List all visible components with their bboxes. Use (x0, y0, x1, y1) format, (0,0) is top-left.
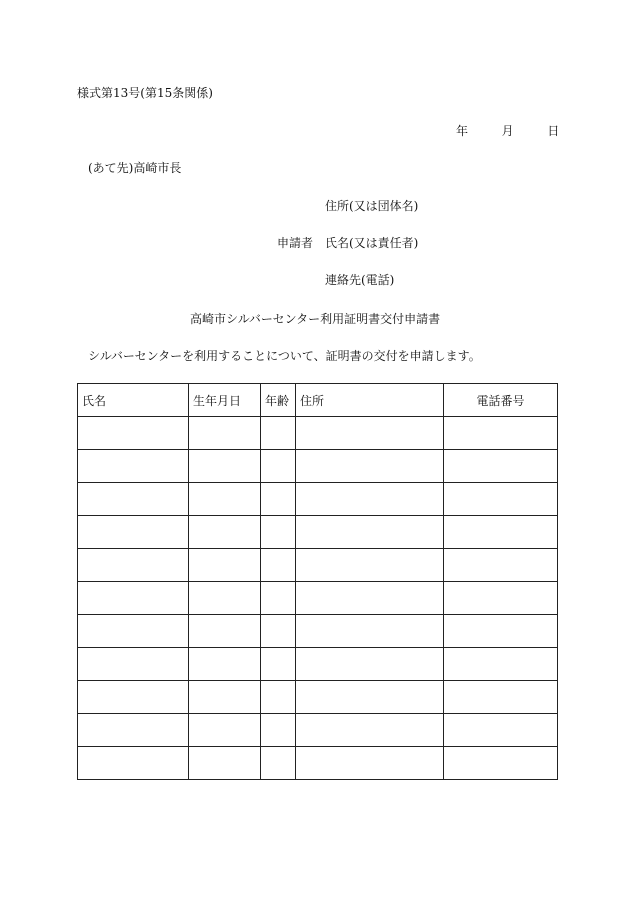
cell-phone[interactable] (444, 417, 558, 450)
cell-birthdate[interactable] (189, 483, 261, 516)
cell-birthdate[interactable] (189, 714, 261, 747)
cell-address[interactable] (296, 450, 444, 483)
table-row (78, 648, 558, 681)
cell-address[interactable] (296, 582, 444, 615)
cell-birthdate[interactable] (189, 516, 261, 549)
cell-age[interactable] (261, 615, 296, 648)
header-address: 住所 (296, 384, 444, 417)
cell-address[interactable] (296, 681, 444, 714)
cell-name[interactable] (78, 648, 189, 681)
cell-phone[interactable] (444, 516, 558, 549)
cell-address[interactable] (296, 516, 444, 549)
cell-name[interactable] (78, 417, 189, 450)
date-day-label: 日 (547, 124, 560, 138)
date-line (456, 124, 559, 138)
table-row (78, 450, 558, 483)
cell-phone[interactable] (444, 714, 558, 747)
cell-age[interactable] (261, 582, 296, 615)
cell-age[interactable] (261, 714, 296, 747)
applicant-contact-label: 連絡先(電話) (325, 273, 395, 287)
cell-birthdate[interactable] (189, 681, 261, 714)
applicant-role-label: 申請者 (277, 236, 314, 250)
table-row (78, 483, 558, 516)
cell-birthdate[interactable] (189, 417, 261, 450)
cell-birthdate[interactable] (189, 450, 261, 483)
table-row (78, 516, 558, 549)
cell-birthdate[interactable] (189, 582, 261, 615)
cell-phone[interactable] (444, 648, 558, 681)
form-number: 様式第13号(第15条関係) (77, 86, 213, 100)
table-row (78, 615, 558, 648)
cell-name[interactable] (78, 615, 189, 648)
cell-phone[interactable] (444, 681, 558, 714)
cell-phone[interactable] (444, 483, 558, 516)
header-age: 年齢 (261, 384, 296, 417)
body-text: シルバーセンターを利用することについて、証明書の交付を申請します。 (88, 349, 481, 363)
header-phone: 電話番号 (444, 384, 558, 417)
cell-phone[interactable] (444, 450, 558, 483)
table-body (78, 417, 558, 780)
cell-address[interactable] (296, 417, 444, 450)
cell-age[interactable] (261, 549, 296, 582)
cell-name[interactable] (78, 483, 189, 516)
cell-birthdate[interactable] (189, 648, 261, 681)
cell-age[interactable] (261, 681, 296, 714)
addressee: (あて先)高崎市長 (88, 161, 182, 175)
cell-age[interactable] (261, 483, 296, 516)
cell-name[interactable] (78, 516, 189, 549)
document-title: 高崎市シルバーセンター利用証明書交付申請書 (190, 312, 441, 326)
cell-name[interactable] (78, 714, 189, 747)
cell-age[interactable] (261, 417, 296, 450)
cell-phone[interactable] (444, 582, 558, 615)
header-birthdate: 生年月日 (189, 384, 261, 417)
applicant-name-label: 氏名(又は責任者) (325, 236, 419, 250)
table-row (78, 549, 558, 582)
table-row (78, 417, 558, 450)
table-row (78, 747, 558, 780)
applicant-address-label: 住所(又は団体名) (325, 199, 419, 213)
cell-birthdate[interactable] (189, 747, 261, 780)
cell-address[interactable] (296, 615, 444, 648)
applicant-table (77, 383, 558, 780)
cell-birthdate[interactable] (189, 549, 261, 582)
table-header-row (78, 384, 558, 417)
cell-age[interactable] (261, 450, 296, 483)
header-name: 氏名 (78, 384, 189, 417)
cell-birthdate[interactable] (189, 615, 261, 648)
cell-address[interactable] (296, 714, 444, 747)
table-row (78, 714, 558, 747)
cell-address[interactable] (296, 549, 444, 582)
cell-age[interactable] (261, 648, 296, 681)
cell-address[interactable] (296, 648, 444, 681)
cell-phone[interactable] (444, 747, 558, 780)
cell-phone[interactable] (444, 549, 558, 582)
cell-phone[interactable] (444, 615, 558, 648)
cell-age[interactable] (261, 747, 296, 780)
cell-name[interactable] (78, 747, 189, 780)
table-row (78, 681, 558, 714)
cell-name[interactable] (78, 681, 189, 714)
cell-name[interactable] (78, 549, 189, 582)
cell-name[interactable] (78, 582, 189, 615)
cell-address[interactable] (296, 747, 444, 780)
cell-age[interactable] (261, 516, 296, 549)
cell-address[interactable] (296, 483, 444, 516)
cell-name[interactable] (78, 450, 189, 483)
table-row (78, 582, 558, 615)
date-year-label: 年 (456, 124, 469, 138)
date-month-label: 月 (501, 124, 514, 138)
